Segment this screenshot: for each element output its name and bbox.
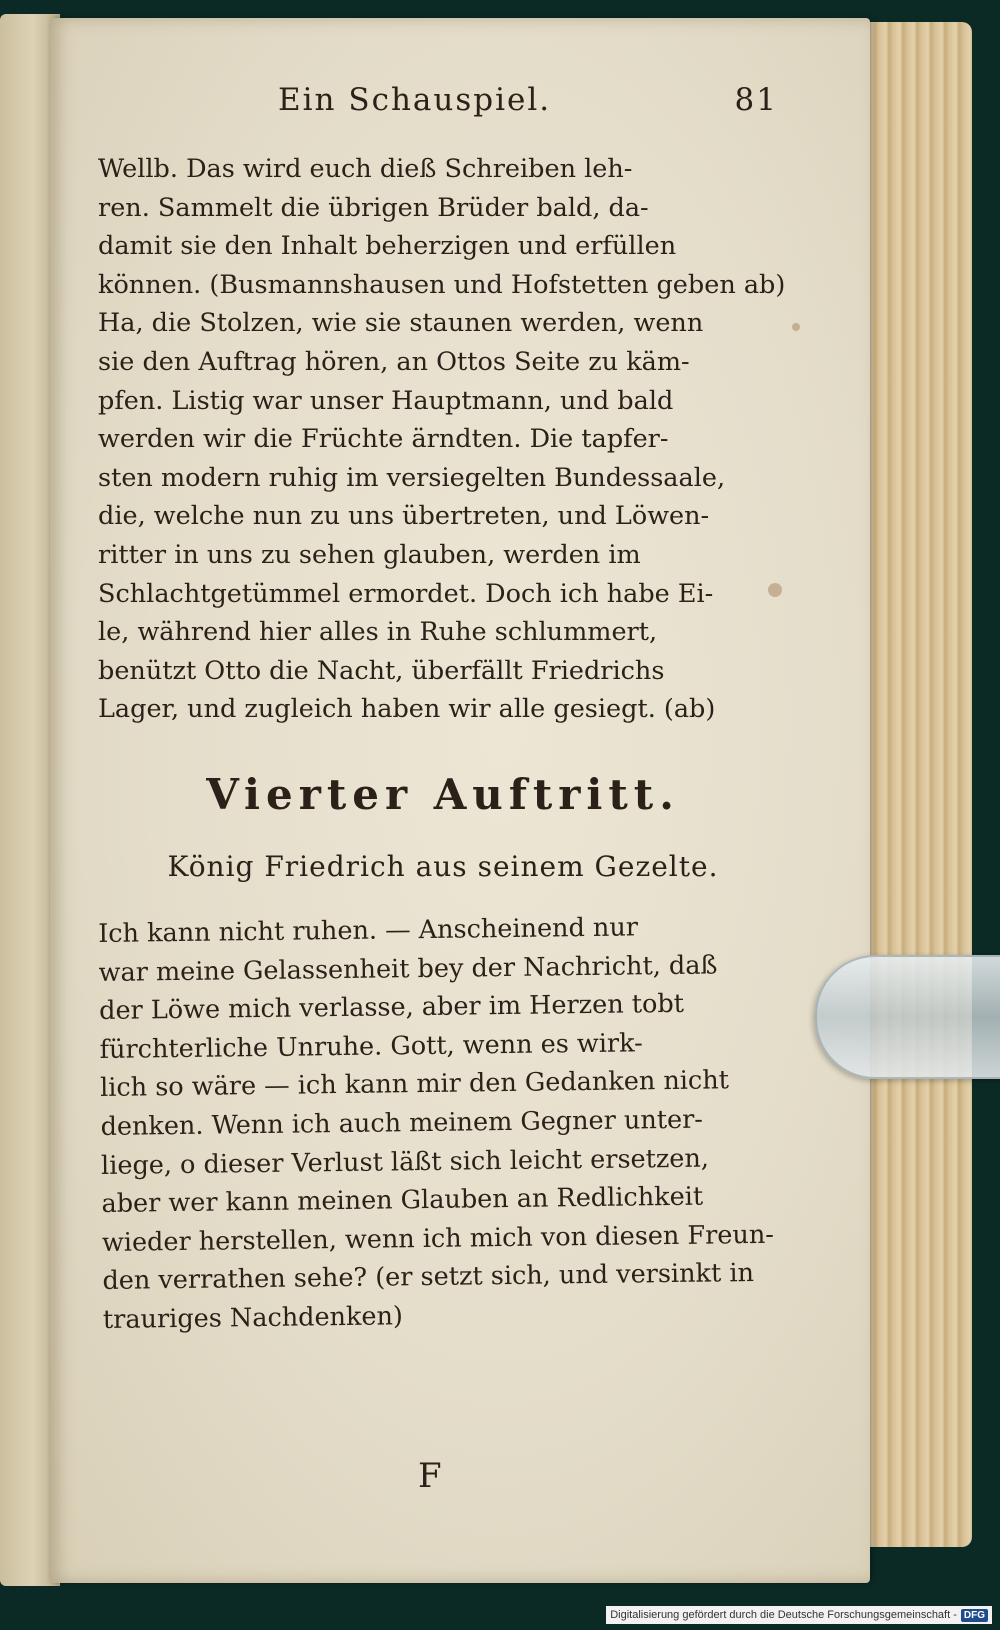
text-line: werden wir die Früchte ärndten. Die tapfer- (98, 424, 669, 455)
footer (606, 1606, 992, 1624)
page-clip (815, 955, 1000, 1079)
paper-stain (792, 323, 800, 331)
text-line: war meine Gelassenheit bey der Nachricht, daß (98, 950, 718, 988)
text-line: lich so wäre — ich kann mir den Gedanken nicht (99, 1065, 730, 1104)
text-line: pfen. Listig war unser Hauptmann, und bald (98, 385, 674, 416)
text-line: wieder herstellen, wenn ich mich von diesen Freun- (101, 1219, 775, 1258)
text-line: liege, o dieser Verlust läßt sich leicht ersetzen, (100, 1143, 710, 1181)
text-line: le, während hier alles in Ruhe schlummert, (98, 617, 658, 648)
dfg-logo: DFG (961, 1609, 988, 1622)
text-line: den verrathen sehe? (er setzt sich, und versinkt in (102, 1258, 755, 1297)
running-head (98, 82, 788, 122)
page-stack-edge (852, 22, 972, 1547)
text-line: Wellb. Das wird euch dieß Schreiben leh- (98, 154, 633, 184)
text-line: trauriges Nachdenken) (102, 1301, 404, 1335)
text-line: Schlachtgetümmel ermordet. Doch ich habe Ei- (98, 578, 714, 609)
footer-text: Digitalisierung gefördert durch die Deutsche Forschungsgemeinschaft - (610, 1609, 957, 1621)
paragraph-1 (98, 150, 788, 729)
text-line: damit sie den Inhalt beherzigen und erfüllen (98, 231, 677, 262)
text-line: fürchterliche Unruhe. Gott, wenn es wirk- (99, 1028, 643, 1065)
text-line: denken. Wenn ich auch meinem Gegner unter- (100, 1104, 704, 1142)
paragraph-2 (98, 907, 793, 1340)
scene-heading: Vierter Auftritt. (206, 770, 680, 819)
running-title: Ein Schauspiel. (278, 82, 552, 118)
stage-direction: König Friedrich aus seinem Gezelte. (167, 850, 719, 883)
text-line: ritter in uns zu sehen glauben, werden im (98, 539, 641, 570)
text-line: Lager, und zugleich haben wir alle gesiegt. (ab) (98, 694, 716, 725)
text-line: ren. Sammelt die übrigen Brüder bald, da- (98, 192, 649, 223)
page-number: 81 (734, 82, 778, 118)
text-line: benützt Otto die Nacht, überfällt Friedrichs (98, 655, 665, 686)
text-line: aber wer kann meinen Glauben an Redlichkeit (101, 1181, 704, 1220)
text-line: sten modern ruhig im versiegelten Bundessaale, (98, 462, 726, 493)
text-line: können. (Busmannshausen und Hofstetten geben ab) (98, 269, 786, 300)
text-line: der Löwe mich verlasse, aber im Herzen tobt (98, 989, 685, 1027)
text-line: Ha, die Stolzen, wie sie staunen werden, wenn (98, 308, 704, 339)
signature-mark: F (418, 1456, 442, 1496)
text-line: Ich kann nicht ruhen. — Anscheinend nur (98, 912, 639, 949)
text-line: sie den Auftrag hören, an Ottos Seite zu käm- (98, 346, 690, 377)
text-line: die, welche nun zu uns übertreten, und Löwen- (98, 501, 710, 532)
